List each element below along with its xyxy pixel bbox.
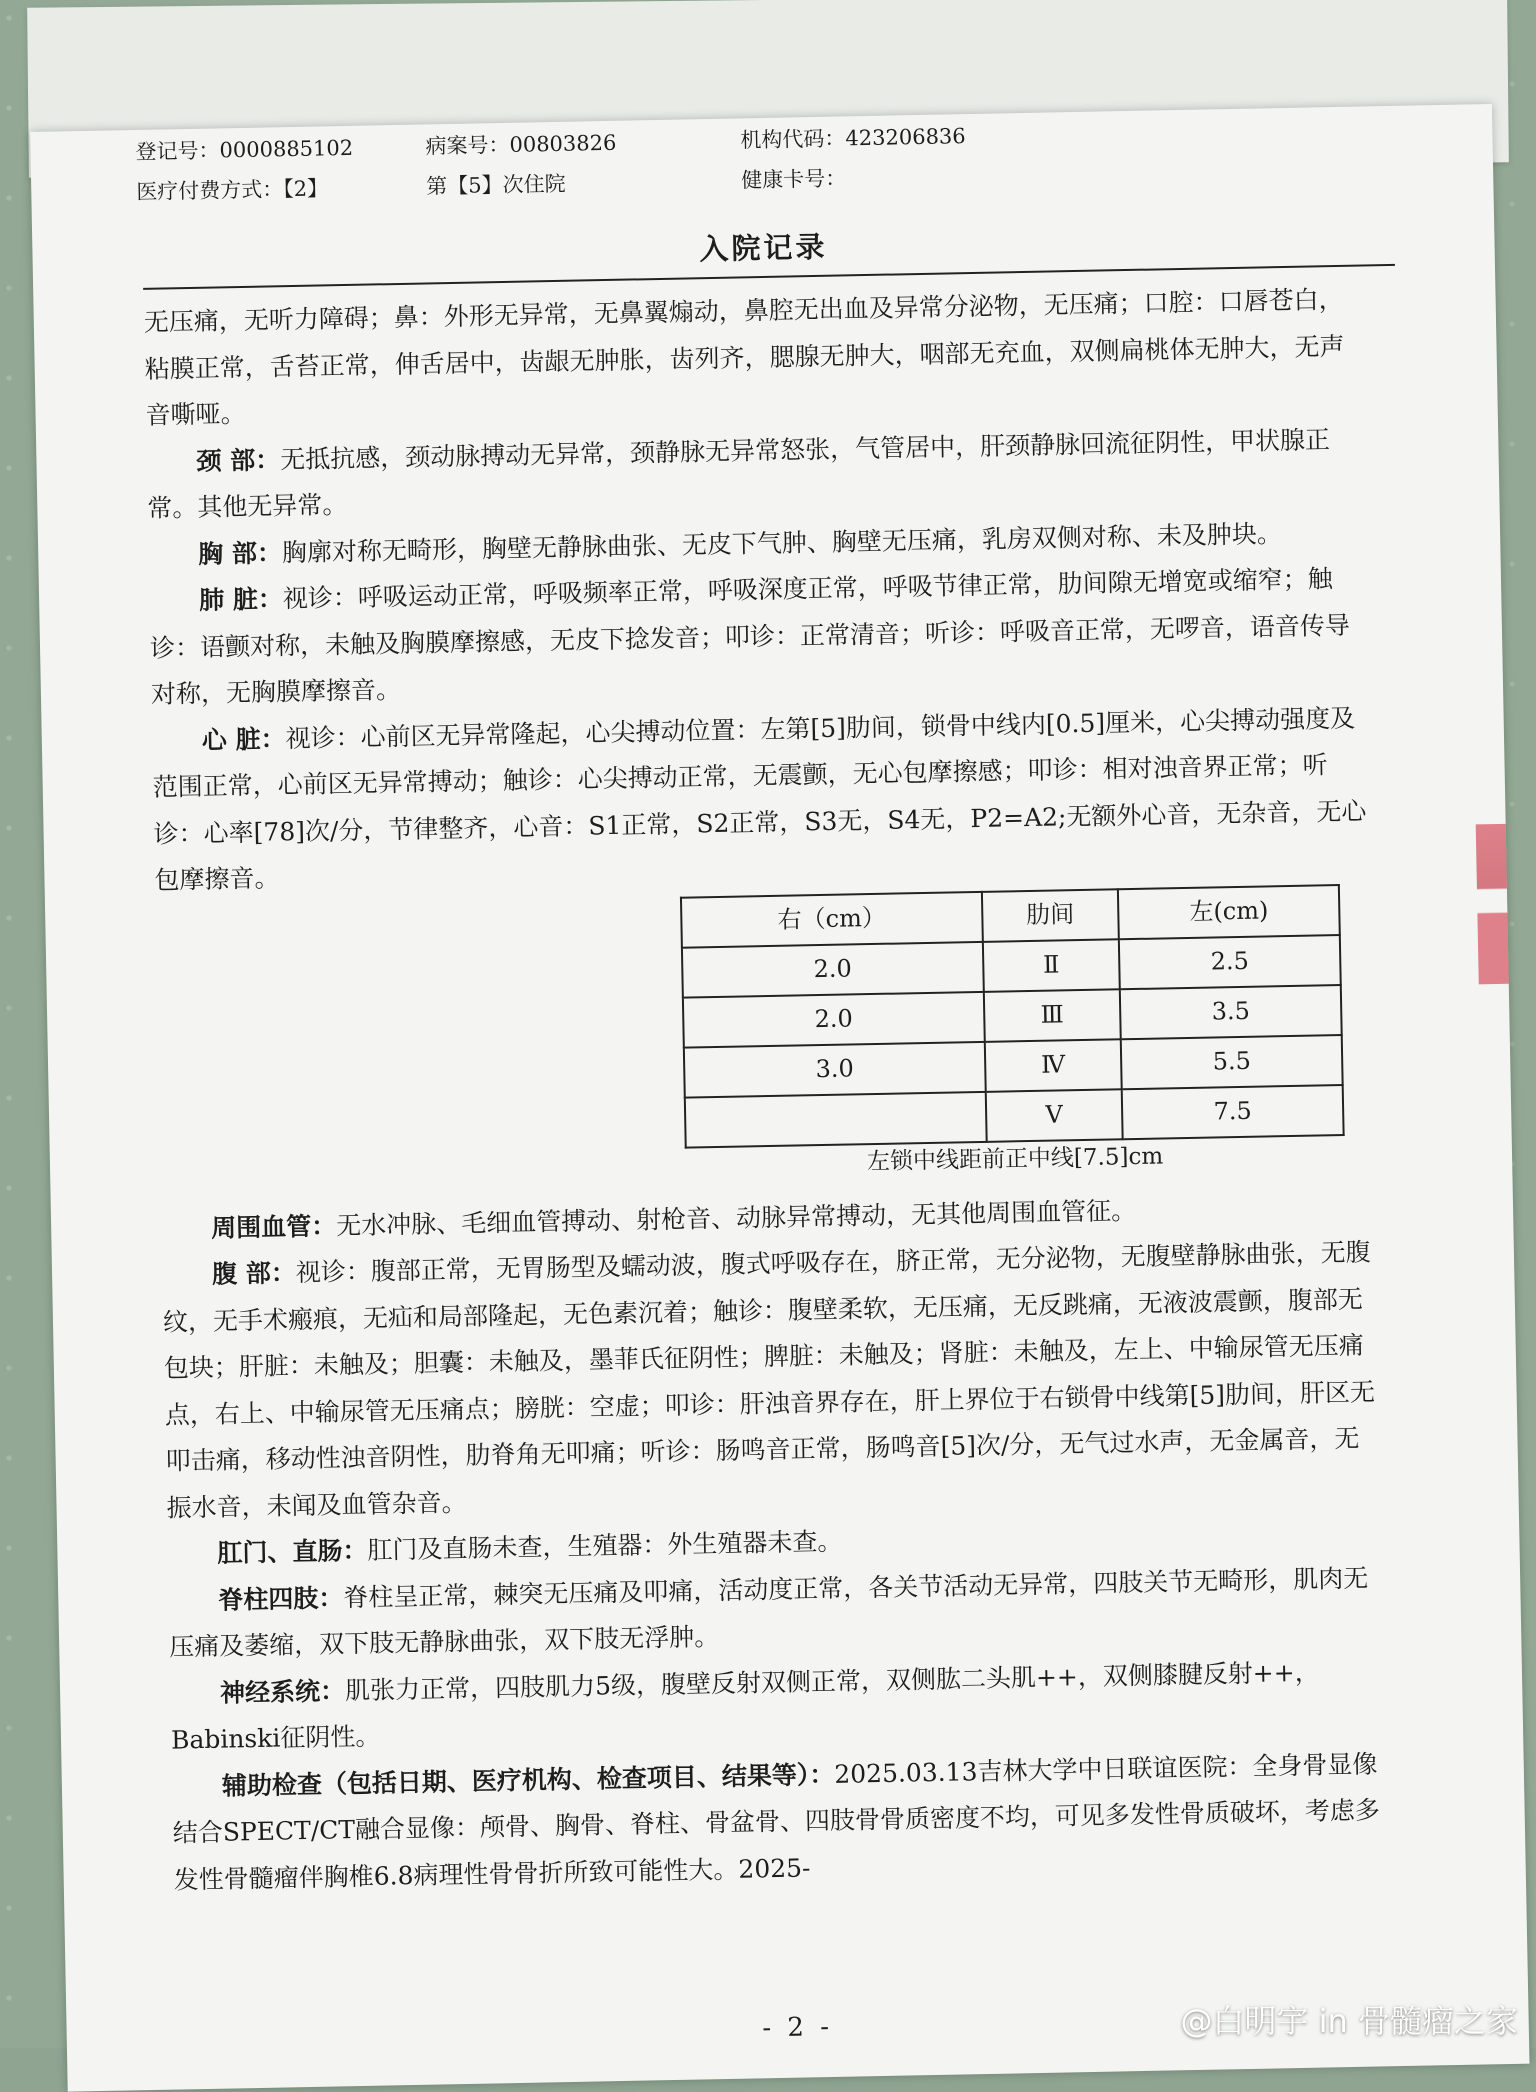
table-cell: 3.5 bbox=[1120, 985, 1342, 1039]
table-header-right: 右（cm） bbox=[681, 891, 983, 947]
page-title: 入院记录 bbox=[699, 229, 828, 267]
medical-record-page bbox=[30, 104, 1529, 2092]
vessel-label: 周围血管： bbox=[210, 1210, 337, 1243]
table-cell: Ⅴ bbox=[985, 1089, 1122, 1142]
abdomen-text: 视诊：腹部正常，无胃肠型及蠕动波，腹式呼吸存在，脐正常，无分泌物，无腹壁静脉曲张，无腹纹，无手术瘢痕，无疝和局部隆起，无色素沉着；触诊：腹壁柔软，无压痛，无反跳痛，无液波震颤，腹部无包块；肝脏：未触及；胆囊：未触及，墨菲氏征阴性；脾脏：未触及；肾脏：未触及，左上、中输尿管无压痛点，右上、中输尿管无压痛点；膀胱：空虚；叩诊：肝浊音界存在，肝上界位于右锁骨中线第[5]肋间，肝区无叩击痛，移动性浊音阴性，肋脊角无叩痛；听诊：肠鸣音正常，肠鸣音[5]次/分，无气过水声，无金属音，无振水音，未闻及血管杂音。 bbox=[162, 1237, 1376, 1523]
table-cell: 7.5 bbox=[1122, 1085, 1344, 1139]
chest-text: 胸廓对称无畸形，胸壁无静脉曲张、无皮下气肿、胸壁无压痛，乳房双侧对称、未及肿块。 bbox=[281, 518, 1283, 567]
lung-label: 肺 脏： bbox=[198, 584, 284, 615]
heart-text: 视诊：心前区无异常隆起，心尖搏动位置：左第[5]肋间，锁骨中线内[0.5]厘米，心尖搏动强度及范围正常，心前区无异常搏动；触诊：心尖搏动正常，无震颤，无心包摩擦感；叩诊：相对浊音界正常；听诊：心率[78]次/分，节律整齐，心音：S1正常，S2正常，S3无，S4无，P2=A2;无额外心音，无杂音，无心包摩擦音。 bbox=[152, 703, 1367, 895]
lung-text: 视诊：呼吸运动正常，呼吸频率正常，呼吸深度正常，呼吸节律正常，肋间隙无增宽或缩窄；触诊：语颤对称，未触及胸膜摩擦感，无皮下捻发音；叩诊：正常清音；听诊：呼吸音正常，无啰音，语音传导对称，无胸膜摩擦音。 bbox=[149, 564, 1351, 709]
neck-text: 无抵抗感，颈动脉搏动无异常，颈静脉无异常怒张，气管居中，肝颈静脉回流征阴性，甲状腺正常。其他无异常。 bbox=[147, 424, 1331, 523]
admission-count: 第【5】次住院 bbox=[426, 171, 566, 199]
table-cell bbox=[685, 1091, 987, 1147]
neck-label: 颈 部： bbox=[196, 444, 281, 476]
neuro-label: 神经系统： bbox=[219, 1675, 346, 1708]
table-cell: Ⅲ bbox=[984, 989, 1121, 1042]
red-seal-stamp bbox=[1476, 824, 1509, 985]
heart-label: 心 脏： bbox=[201, 723, 286, 755]
table-note: 左锁中线距前正中线[7.5]cm bbox=[866, 1142, 1164, 1175]
head-exam-text: 无压痛，无听力障碍；鼻：外形无异常，无鼻翼煽动，鼻腔无出血及异常分泌物，无压痛；口腔：口唇苍白，粘膜正常，舌苔正常，伸舌居中，齿龈无肿胀，齿列齐，腮腺无肿大，咽部无充血，双侧扁桃体无肿大，无声音嘶哑。 bbox=[143, 284, 1345, 430]
abdomen-paragraph bbox=[162, 1229, 1382, 1531]
chest-label: 胸 部： bbox=[197, 537, 283, 569]
abdomen-label: 腹 部： bbox=[211, 1258, 297, 1289]
auxiliary-exam-paragraph bbox=[171, 1741, 1388, 1904]
neuro-text: 肌张力正常，四肢肌力5级，腹壁反射双侧正常，双侧肱二头肌++，双侧膝腱反射++，Babinski征阴性。 bbox=[170, 1657, 1320, 1755]
table-cell: 2.0 bbox=[682, 941, 984, 997]
table-header-intercostal: 肋间 bbox=[982, 889, 1119, 942]
watermark: @白明宇 in 骨髓瘤之家 bbox=[1180, 2002, 1518, 2040]
page-number: - 2 - bbox=[762, 2011, 834, 2044]
spine-label: 脊柱四肢： bbox=[218, 1582, 344, 1615]
spine-text: 脊柱呈正常，棘突无压痛及叩痛，活动度正常，各关节活动无异常，四肢关节无畸形，肌肉无压痛及萎缩，双下肢无静脉曲张，双下肢无浮肿。 bbox=[168, 1563, 1369, 1662]
table-cell: 3.0 bbox=[684, 1041, 986, 1097]
vessel-text: 无水冲脉、毛细血管搏动、射枪音、动脉异常搏动，无其他周围血管征。 bbox=[335, 1195, 1137, 1240]
table-cell: Ⅱ bbox=[983, 939, 1120, 992]
auxiliary-exam-label: 辅助检查（包括日期、医疗机构、检查项目、结果等）： bbox=[221, 1759, 835, 1801]
organization-code: 机构代码：423206836 bbox=[740, 124, 966, 153]
payment-method: 医疗付费方式：【2】 bbox=[136, 176, 329, 205]
heart-paragraph bbox=[151, 695, 1369, 904]
head-exam-paragraph bbox=[143, 277, 1360, 440]
record-body bbox=[143, 277, 1389, 1904]
table-cell: 2.5 bbox=[1119, 935, 1341, 989]
lung-paragraph bbox=[149, 556, 1366, 719]
case-number: 病案号：00803826 bbox=[425, 130, 617, 159]
health-card-number: 健康卡号： bbox=[740, 166, 847, 193]
table-header-left: 左(cm) bbox=[1118, 885, 1340, 939]
table-cell: 2.0 bbox=[683, 991, 985, 1047]
cardiac-dullness-table bbox=[680, 884, 1345, 1149]
anus-label: 肛门、直肠： bbox=[217, 1535, 368, 1568]
table-cell: 5.5 bbox=[1121, 1035, 1343, 1089]
registration-number: 登记号：0000885102 bbox=[135, 135, 354, 165]
cardiac-dullness-table-wrap bbox=[680, 884, 1345, 1181]
table-cell: Ⅳ bbox=[984, 1039, 1121, 1092]
auxiliary-exam-text: 2025.03.13吉林大学中日联谊医院：全身骨显像结合SPECT/CT融合显像：颅骨、胸骨、脊柱、骨盆骨、四肢骨骨质密度不均，可见多发性骨质破坏，考虑多发性骨髓瘤伴胸椎6.8病理性骨骨折所致可能性大。2025- bbox=[172, 1748, 1381, 1895]
anus-text: 肛门及直肠未查，生殖器：外生殖器未查。 bbox=[367, 1526, 843, 1565]
